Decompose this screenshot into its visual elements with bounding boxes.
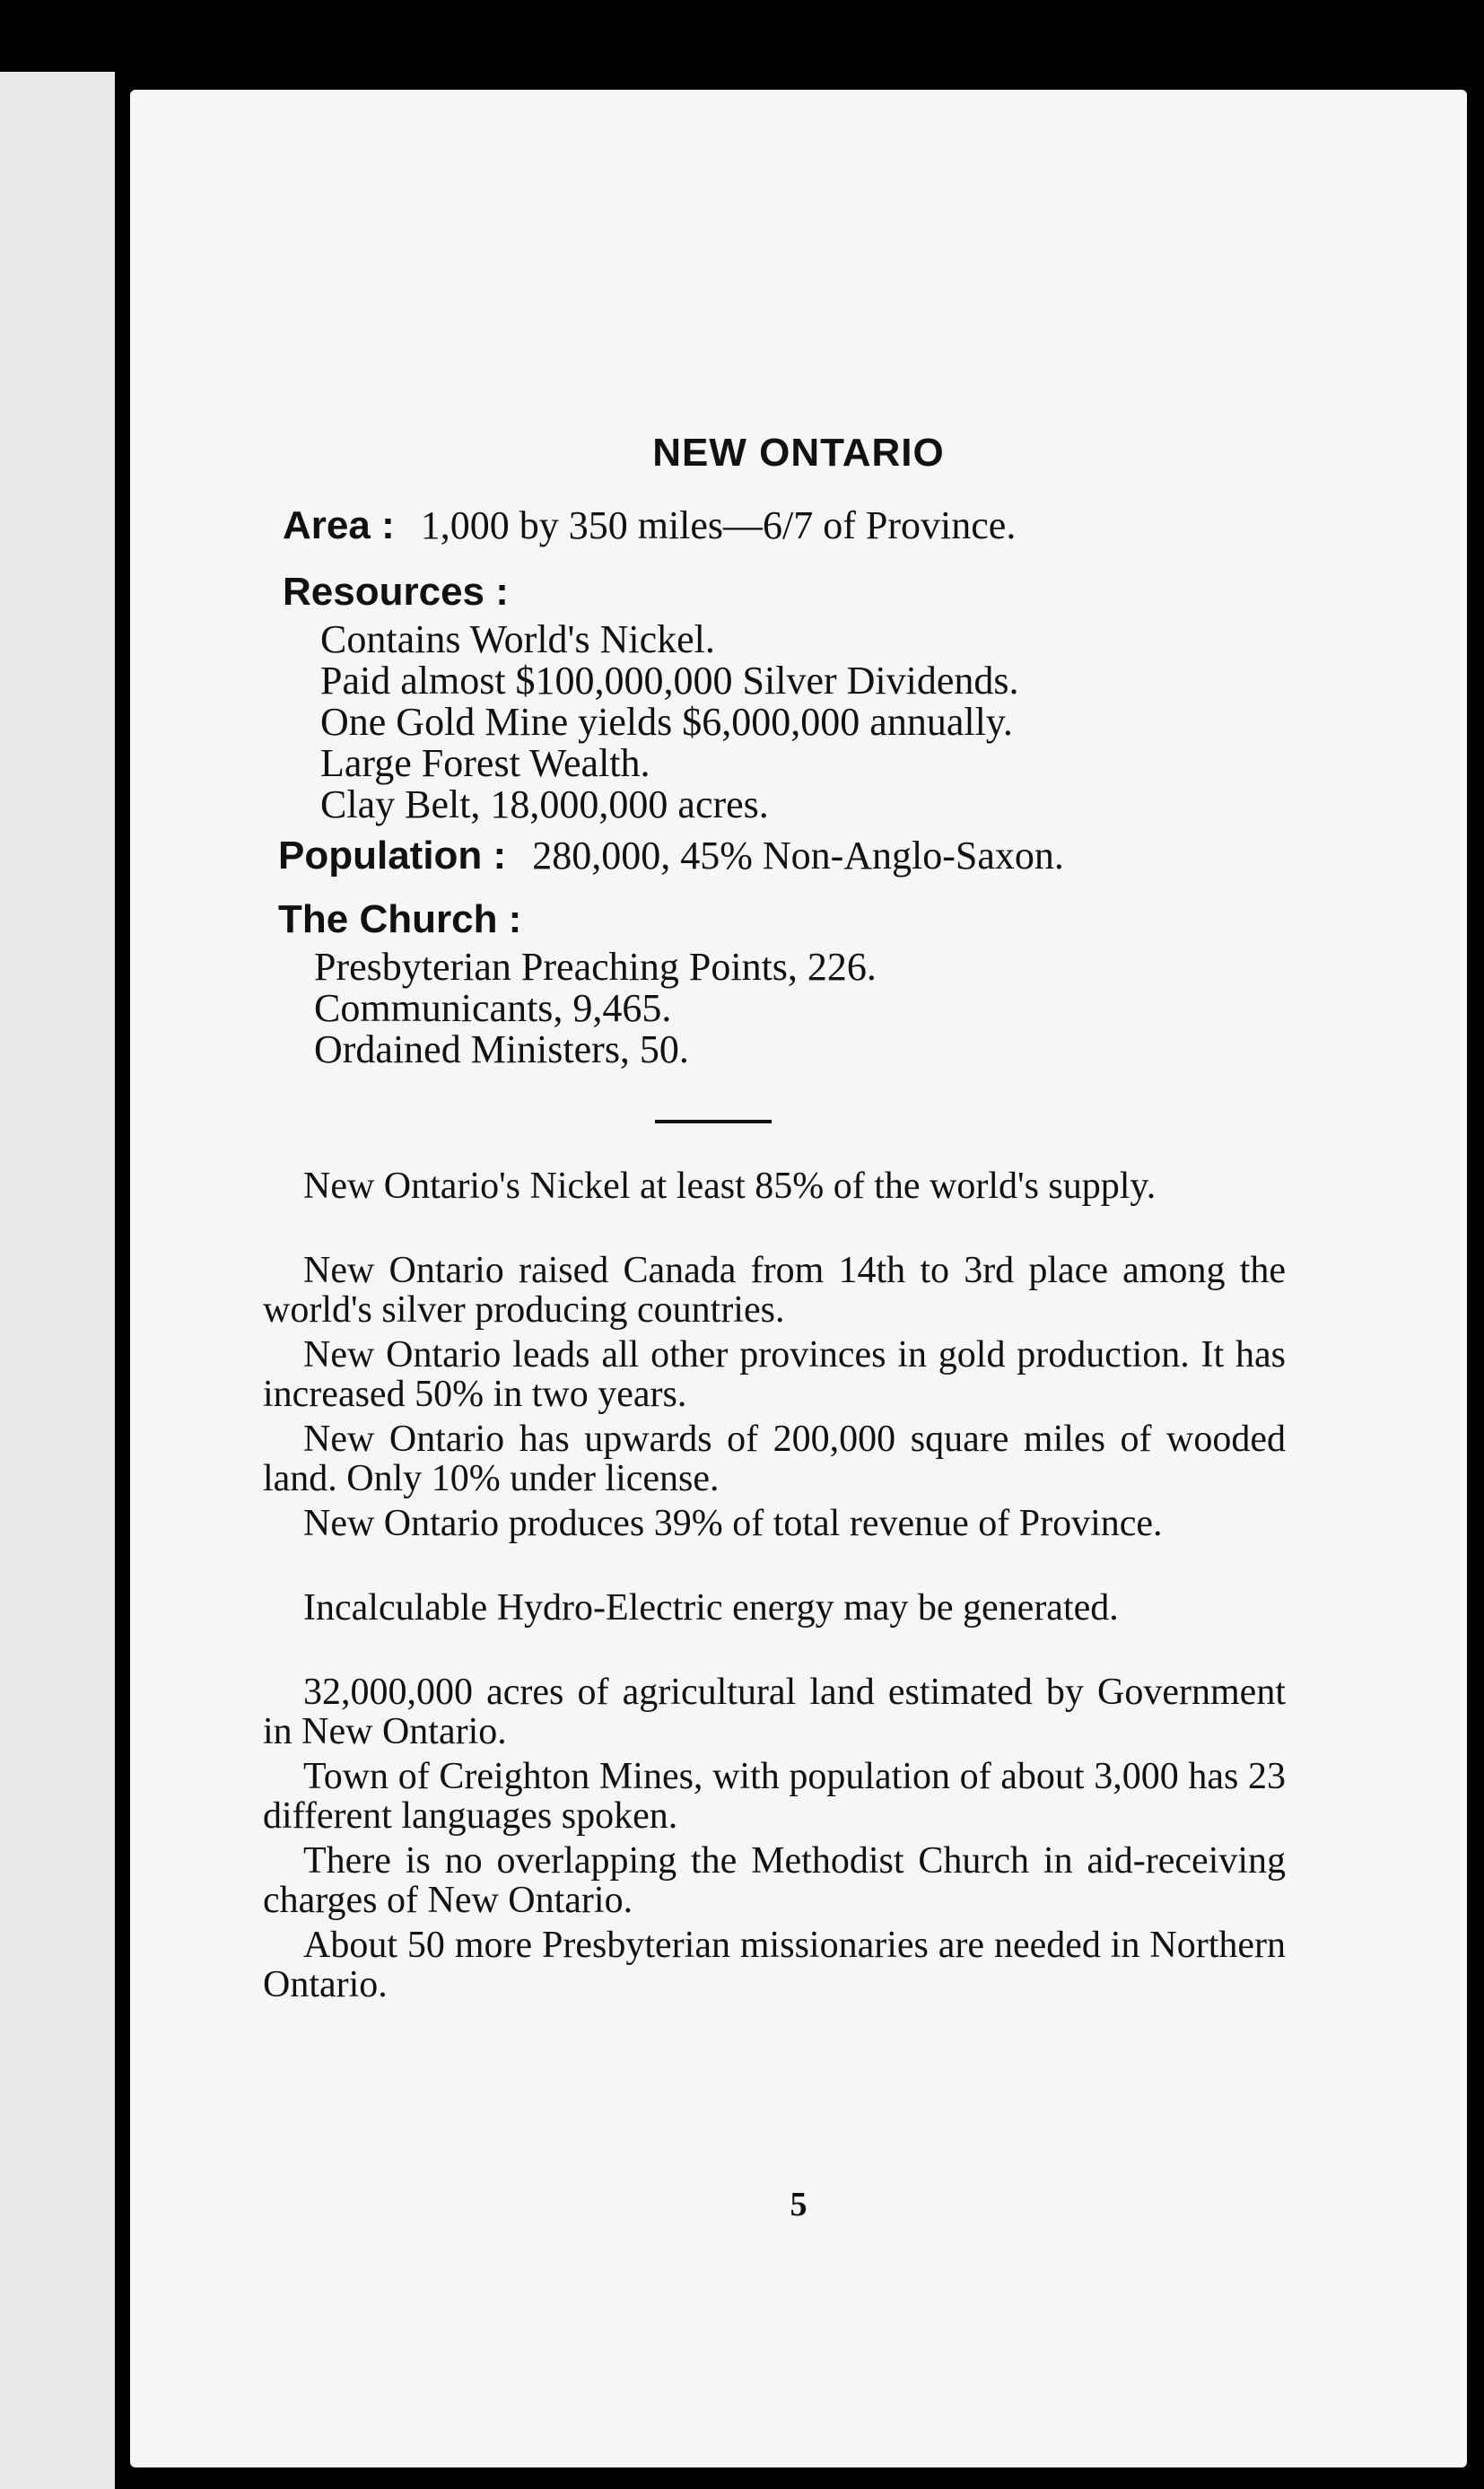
population-label: Population : (278, 834, 507, 878)
divider (655, 1120, 772, 1123)
church-item: Presbyterian Preaching Points, 226. (314, 945, 877, 989)
paragraph: 32,000,000 acres of agricultural land estimated by Government in New Ontario. (263, 1672, 1286, 1752)
population-text: 280,000, 45% Non-Anglo-Saxon. (532, 834, 1064, 878)
paragraph: New Ontario's Nickel at least 85% of the world's supply. (303, 1166, 1157, 1207)
resource-item: Clay Belt, 18,000,000 acres. (320, 782, 769, 826)
paragraph: There is no overlapping the Methodist Church in aid-receiving charges of New Ontario. (263, 1840, 1286, 1921)
resource-item: Paid almost $100,000,000 Silver Dividends. (320, 659, 1019, 703)
population-row (278, 833, 1064, 878)
resource-item: Large Forest Wealth. (320, 741, 650, 785)
facing-page-edge (0, 72, 115, 2489)
area-row (283, 502, 1016, 548)
church-item: Communicants, 9,465. (314, 986, 672, 1030)
area-label: Area : (283, 503, 395, 547)
church-item: Ordained Ministers, 50. (314, 1027, 689, 1071)
paragraph: New Ontario leads all other provinces in gold production. It has increased 50% in two years. (263, 1334, 1286, 1415)
paragraph: Incalculable Hydro-Electric energy may be generated. (303, 1587, 1119, 1629)
page-number: 5 (790, 2186, 807, 2223)
resources-list (320, 619, 1019, 825)
document-page (130, 90, 1467, 2467)
church-list (314, 947, 877, 1070)
paragraph: New Ontario raised Canada from 14th to 3rd place among the world's silver producing countries. (263, 1250, 1286, 1331)
paragraph: Town of Creighton Mines, with population of about 3,000 has 23 different languages spoken. (263, 1756, 1286, 1837)
paragraph: New Ontario has upwards of 200,000 square miles of wooded land. Only 10% under license. (263, 1419, 1286, 1499)
resources-label: Resources : (283, 570, 509, 614)
area-text: 1,000 by 350 miles—6/7 of Province. (420, 503, 1017, 547)
paragraph: New Ontario produces 39% of total revenue of Province. (303, 1503, 1163, 1544)
church-label: The Church : (278, 897, 522, 941)
paragraph: About 50 more Presbyterian missionaries are needed in Northern Ontario. (263, 1925, 1286, 2005)
resource-item: One Gold Mine yields $6,000,000 annually. (320, 700, 1013, 744)
resource-item: Contains World's Nickel. (320, 617, 715, 661)
page-title: NEW ONTARIO (652, 431, 945, 475)
